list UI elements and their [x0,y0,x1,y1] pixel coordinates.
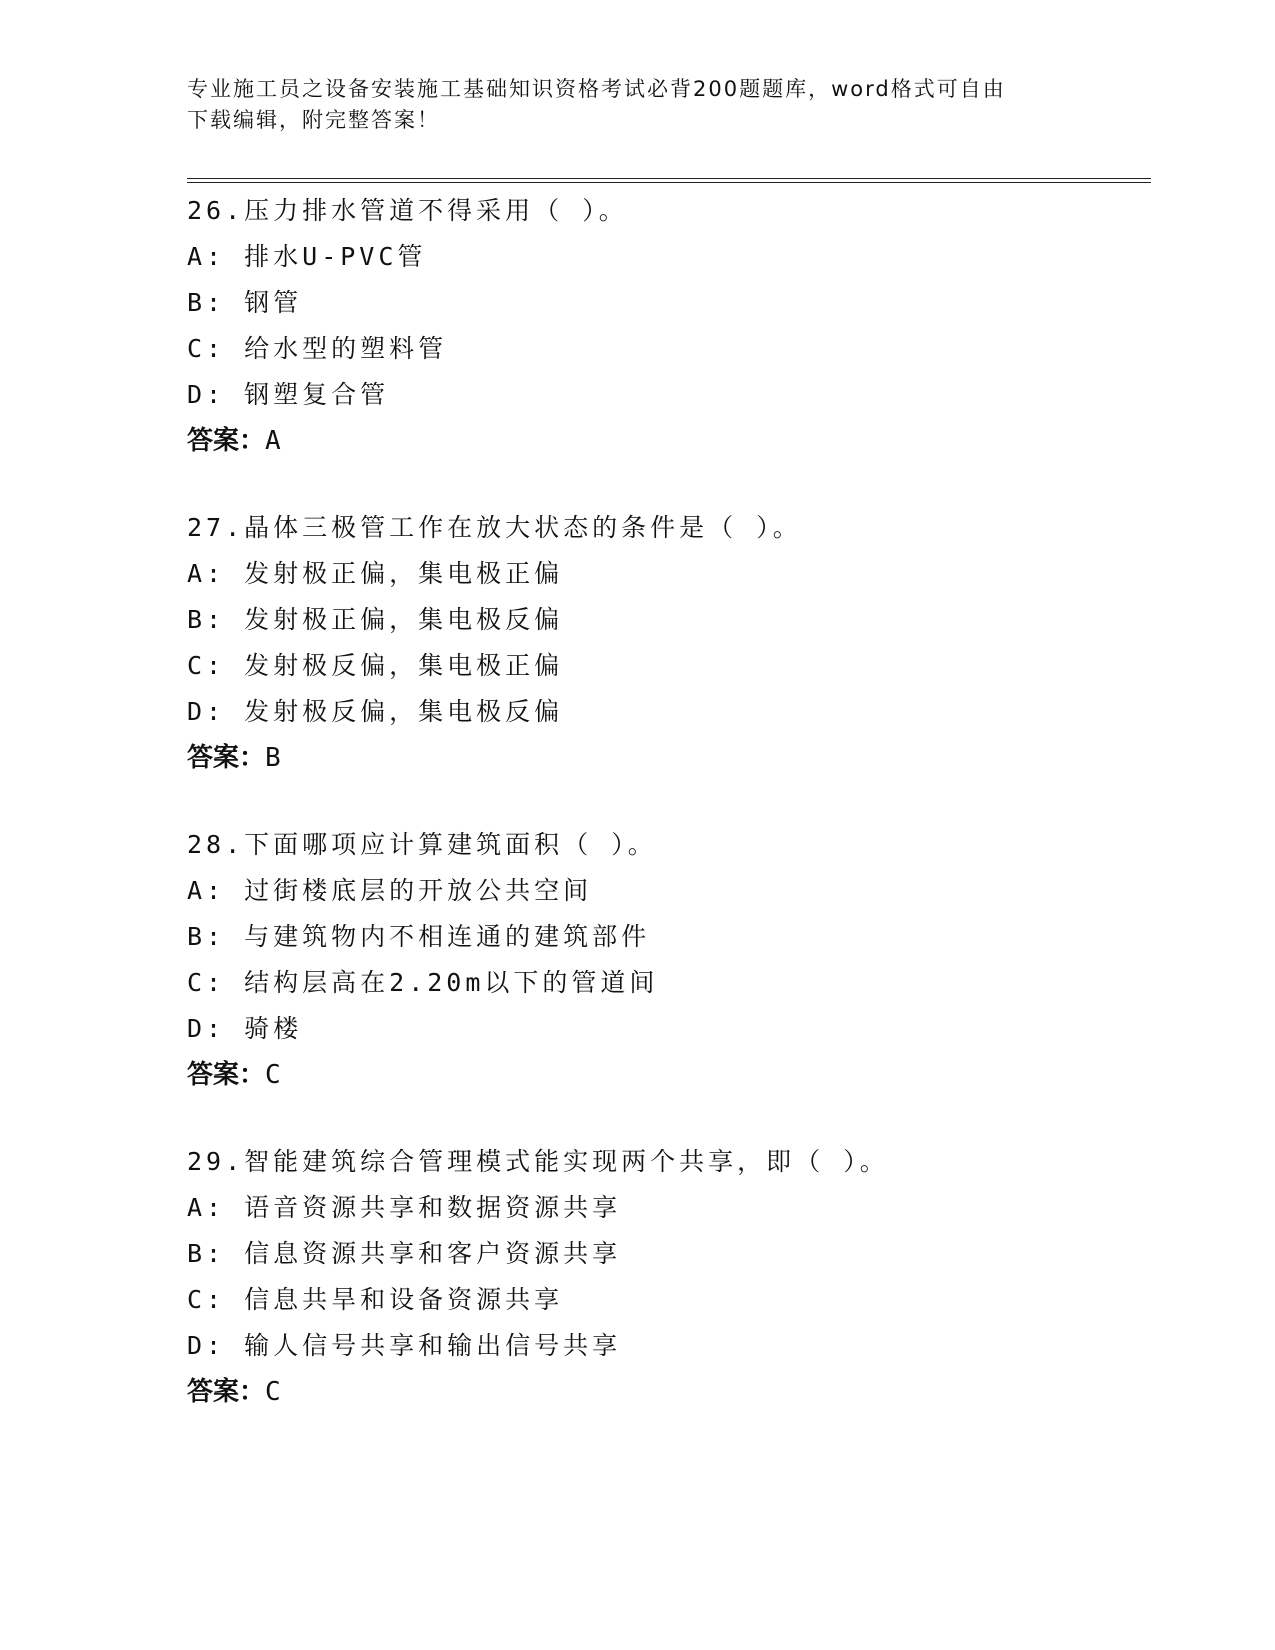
answer-label: 答案： [187,426,266,456]
answer-value: C [265,1377,281,1407]
option-c: C: 给水型的塑料管 [187,334,448,363]
question-stem: 28.下面哪项应计算建筑面积（ ）。 [187,830,657,859]
option-a: A: 过街楼底层的开放公共空间 [187,876,593,905]
option-b: B: 发射极正偏，集电极反偏 [187,605,564,634]
option-c: C: 信息共旱和设备资源共享 [187,1285,564,1314]
answer-line [187,1369,1147,1415]
option-a: A: 排水U-PVC管 [187,242,427,271]
header-divider-bottom [187,182,1151,183]
question-block [187,1139,1147,1415]
answer-value: C [265,1060,281,1090]
answer-value: A [265,426,281,456]
option-d: D: 钢塑复合管 [187,380,390,409]
header-line-1: 专业施工员之设备安装施工基础知识资格考试必背200题题库，word格式可自由 [187,77,1006,101]
document-header [187,74,1087,136]
question-block [187,822,1147,1098]
question-stem: 26.压力排水管道不得采用（ ）。 [187,196,628,225]
option-c: C: 发射极反偏，集电极正偏 [187,651,564,680]
question-stem: 27.晶体三极管工作在放大状态的条件是（ ）。 [187,513,802,542]
option-b: B: 与建筑物内不相连通的建筑部件 [187,922,651,951]
answer-label: 答案： [187,1377,266,1407]
answer-label: 答案： [187,743,266,773]
option-a: A: 发射极正偏，集电极正偏 [187,559,564,588]
option-d: D: 发射极反偏，集电极反偏 [187,697,564,726]
option-c: C: 结构层高在2.20m以下的管道间 [187,968,659,997]
question-stem: 29.智能建筑综合管理模式能实现两个共享，即（ ）。 [187,1147,889,1176]
header-divider-top [187,178,1151,179]
option-b: B: 信息资源共享和客户资源共享 [187,1239,622,1268]
option-a: A: 语音资源共享和数据资源共享 [187,1193,622,1222]
answer-label: 答案： [187,1060,266,1090]
question-block [187,505,1147,781]
option-d: D: 输人信号共享和输出信号共享 [187,1331,622,1360]
answer-value: B [265,743,281,773]
answer-line [187,418,1147,464]
question-block [187,188,1147,464]
option-d: D: 骑楼 [187,1014,303,1043]
header-line-2: 下载编辑，附完整答案！ [187,108,440,132]
answer-line [187,735,1147,781]
option-b: B: 钢管 [187,288,303,317]
answer-line [187,1052,1147,1098]
